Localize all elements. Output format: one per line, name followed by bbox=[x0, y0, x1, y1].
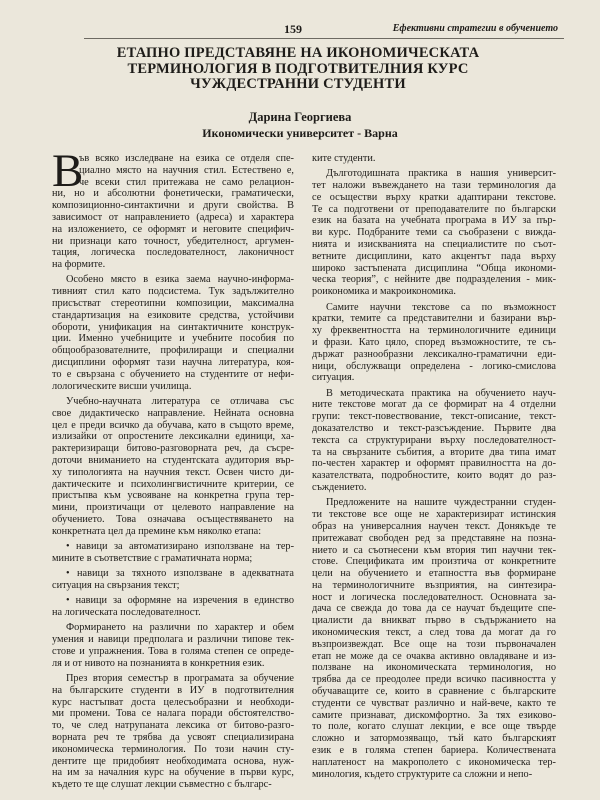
text-line: ници, обслужващи определена - логико-смислова bbox=[312, 360, 556, 372]
text-line: обороти, унификация на синтактичните конструк- bbox=[52, 321, 294, 333]
text-line: ните текстове могат да се формират на 4 отделни bbox=[312, 399, 556, 411]
text-line: където те ще слушат лекции съвместно с българс- bbox=[52, 779, 272, 791]
text-line: език е в голяма степен бариера. Количествената bbox=[312, 745, 556, 757]
text-line: • навици за автоматизирано използване на тер- bbox=[66, 541, 294, 552]
text-line: та на свързаните събития, а вторите два типа имат bbox=[312, 446, 556, 458]
text-line: обучаващите се, които в сравнение с българските bbox=[312, 686, 556, 698]
text-line: то, че след натрупаната лексика от битово-разго- bbox=[52, 720, 294, 732]
text-line: на българските студенти в ИУ в подготвителния bbox=[52, 684, 294, 696]
right-column bbox=[312, 153, 556, 784]
text-line: стандартизация на езиковите средства, устойчиви bbox=[52, 309, 294, 321]
text-line: език на базата на учебната програма в ИУ за пър- bbox=[312, 215, 556, 227]
article-title bbox=[48, 46, 548, 93]
text-line: присъстват стереотипни композиции, максимална bbox=[52, 298, 294, 310]
text-line: широко застъпената дисциплина “Обща икономи- bbox=[312, 262, 556, 274]
text-line: сложно и затормозяващо, тъй като българският bbox=[312, 733, 556, 745]
text-line: дактическите и психолингвистичните критерии, се bbox=[52, 478, 294, 490]
left-column bbox=[52, 145, 294, 794]
paragraph bbox=[312, 302, 556, 385]
text-line: ползване на икономическата терминология, но bbox=[312, 662, 556, 674]
text-line: умения и навици предполага и различни типове тек- bbox=[52, 634, 294, 646]
author-name: Дарина Георгиева bbox=[248, 110, 352, 124]
text-line: курс настъпват доста целесъобразни и необходи- bbox=[52, 696, 294, 708]
text-line: на логическата последователност. bbox=[52, 606, 201, 618]
text-line: ху типологията на научния текст. Освен чисто ди- bbox=[52, 466, 294, 478]
text-line: ветните дисциплини, като акцентът пада върху bbox=[312, 250, 556, 262]
text-line: Те са подготвени от преподавателите по български bbox=[312, 203, 556, 215]
text-line: текста са структурирани върху последователност- bbox=[312, 434, 556, 446]
page-number: 159 bbox=[284, 22, 302, 36]
text-line: казателствата, подробностите, които водят до раз- bbox=[312, 470, 556, 482]
text-line: тация, логическа последователност, лаконичност bbox=[52, 247, 294, 259]
text-line: образ на универсалния научен текст. Донякъде те bbox=[312, 520, 556, 532]
text-line: на терминологичните възприятия, на синтезира- bbox=[312, 579, 556, 591]
text-line: тет наложи въвеждането на тази терминология да bbox=[312, 180, 556, 192]
text-line: ческа теория”, с нейните две подразделения - мик- bbox=[312, 274, 556, 286]
text-line: стове и упражнения. Това в голяма степен се опреде- bbox=[52, 645, 294, 657]
text-line: доточи вниманието на студентската аудитория вър- bbox=[52, 454, 294, 466]
running-title: Ефективни стратегии в обучението bbox=[392, 23, 558, 34]
text-line: притежават свободен ред за представяне на позна- bbox=[312, 532, 556, 544]
text-line: съждението. bbox=[312, 482, 367, 494]
text-line: тивният стил като подсистема. Тук задължително bbox=[52, 286, 294, 298]
text-line: циалисти да вникват първо в съдържанието на bbox=[312, 615, 556, 627]
paragraph bbox=[312, 168, 556, 298]
text-line: държат разнообразни лексикално-граматични еди- bbox=[312, 348, 556, 360]
text-line: доказателство и текст-разсъждение. Първите два bbox=[312, 423, 556, 435]
text-line: • навици за тяхното използване в адекватната bbox=[66, 568, 294, 580]
drop-cap: В bbox=[52, 145, 84, 197]
text-line: свое дидактическо направление. Нейната основна bbox=[52, 407, 294, 419]
paragraph bbox=[52, 274, 294, 392]
text-line: трябва да се преодолее преди всичко пасивността у bbox=[312, 674, 556, 686]
text-line: минология, където структурите са сложни и непо- bbox=[312, 768, 533, 780]
text-line: икономическия текст, а след това да могат да го bbox=[312, 627, 556, 639]
text-line: конкретната цел да премине към няколко етапа: bbox=[52, 525, 262, 537]
paragraph bbox=[52, 541, 294, 565]
text-line: ции. Именно учебниците и учебните пособия по bbox=[52, 333, 294, 345]
text-line: ни, но и абсолютни фонетически, граматически, bbox=[52, 188, 294, 200]
text-line: ти текстове все още не характеризират истинския bbox=[312, 509, 556, 521]
text-line: ля и от нивото на познанията в конкретния език. bbox=[52, 657, 265, 669]
text-line: ност и логическа последователност. Основната за- bbox=[312, 591, 556, 603]
text-line: излизайки от опростените лексикални единици, ха- bbox=[52, 431, 294, 443]
author-affiliation: Икономически университет - Варна bbox=[202, 126, 398, 140]
text-line: В методическата практика на обучението науч- bbox=[326, 387, 556, 399]
text-line: общообразователните, профилиращи и специални bbox=[52, 345, 294, 357]
text-line: Предложените на нашите чуждестранни студен- bbox=[326, 497, 556, 509]
text-line: ни признаци като точност, убедителност, аргумен- bbox=[52, 235, 294, 247]
text-line: на формите. bbox=[52, 259, 106, 271]
text-line: дентите ще придобият необходимата основа, нуж- bbox=[52, 755, 294, 767]
title-line: ЕТАПНО ПРЕДСТАВЯНЕ НА ИКОНОМИЧЕСКАТА bbox=[116, 45, 480, 61]
text-line: и фрази. Като цяло, според възможностите, те съ- bbox=[312, 336, 556, 348]
text-line: циално място на научния стил. Естествено е, bbox=[79, 164, 294, 176]
running-head bbox=[84, 18, 564, 39]
text-line: ви курс. Подбраните теми са съобразени с вижда- bbox=[312, 227, 556, 239]
text-line: на изложението, се оформят и неговите специфич- bbox=[52, 223, 294, 235]
text-line: се осъществи върху кратки адаптирани текстове. bbox=[312, 191, 556, 203]
text-line: етап не може да се очаква активно овладяване и из- bbox=[312, 650, 556, 662]
text-line: ситуация. bbox=[312, 372, 355, 384]
paragraph bbox=[52, 153, 294, 271]
text-line: то поле, когато слушат лекции, е все още твърде bbox=[312, 721, 556, 733]
text-line: рактеризиращи битово-разговорната реч, да съсре- bbox=[52, 443, 294, 455]
paragraph bbox=[52, 396, 294, 538]
text-line: групи: текст-повествование, текст-описание, текст- bbox=[312, 411, 556, 423]
paragraph bbox=[312, 388, 556, 494]
paragraph bbox=[52, 595, 294, 619]
text-line: Дълготодишната практика в нашия университ- bbox=[326, 168, 556, 180]
paragraph bbox=[52, 673, 294, 791]
text-line: роикономика и макроикономика. bbox=[312, 286, 456, 298]
text-line: • навици за оформяне на изречения в единство bbox=[66, 595, 294, 607]
text-line: мините в съответствие с граматичната норма; bbox=[52, 552, 253, 564]
text-line: стове. Спецификата им произтича от конкретните bbox=[312, 556, 556, 568]
text-line: пристъпва към усвояване на конкретна група тер- bbox=[52, 490, 294, 502]
title-line: ТЕРМИНОЛОГИЯ В ПОДГОТВИТЕЛНИЯ КУРС bbox=[127, 60, 469, 77]
text-line: ми промени. Това се налага поради обстоятелство- bbox=[52, 708, 294, 720]
text-line: студенти се чувстват различно и най-вече, както те bbox=[312, 697, 556, 709]
text-line: лологическите висши училища. bbox=[52, 380, 192, 392]
text-line: цели на обучението и етапността във формиране bbox=[312, 568, 556, 580]
paragraph bbox=[52, 622, 294, 669]
text-line: Особено място в езика заема научно-информа- bbox=[66, 274, 294, 286]
text-line: ху фреквентността на терминологичните единици bbox=[312, 325, 556, 337]
text-line: дача се свежда до това да се научат бъдещите спе- bbox=[312, 603, 556, 615]
text-line: наплатеност на макрополето с икономическа тер- bbox=[312, 756, 556, 768]
text-line: ъв всяко изследване на езика се отделя спе- bbox=[79, 153, 294, 164]
text-line: икономическа терминология. По този начин сту- bbox=[52, 743, 294, 755]
text-line: че всеки стил притежава не само релацион- bbox=[79, 176, 294, 188]
text-line: възпроизвеждат. Все още на този първоначален bbox=[312, 638, 556, 650]
text-line: кратки, темите са представителни и базирани вър- bbox=[312, 313, 556, 325]
text-line: Формирането на различни по характер и обем bbox=[66, 622, 294, 634]
text-line: цел е преди всичко да обучава, като в същото време, bbox=[52, 419, 294, 431]
text-line: нието и са съотнесени към втория тип научни тек- bbox=[312, 544, 556, 556]
paragraph bbox=[312, 497, 556, 780]
text-line: зависимост от направлението (адреса) и характера bbox=[52, 211, 294, 223]
text-line: по-честен характер и оформят правилността на до- bbox=[312, 458, 556, 470]
text-line: нията и изискванията на специалистите по съот- bbox=[312, 239, 556, 251]
text-line: на им за началния курс на обучение в първи курс, bbox=[52, 767, 294, 779]
title-line: ЧУЖДЕСТРАННИ СТУДЕНТИ bbox=[190, 76, 406, 92]
text-line: Учебно-научната литература се отличава със bbox=[66, 395, 294, 407]
author-block bbox=[0, 110, 600, 141]
text-line: ките студенти. bbox=[312, 153, 376, 164]
text-line: ворната реч те трябва да усвоят специализирана bbox=[52, 731, 294, 743]
text-line: самите признават, дискомфортно. За тях езиково- bbox=[312, 709, 556, 721]
text-line: то е свързана с обучението на студентите от нефи- bbox=[52, 368, 294, 380]
text-line: обучението. Това означава осъществяването на bbox=[52, 513, 294, 525]
text-line: Самите научни текстове са по възможност bbox=[326, 301, 556, 313]
paragraph bbox=[312, 153, 556, 165]
text-line: дисциплини оформят тази научна литература, коя- bbox=[52, 357, 294, 369]
paragraph bbox=[52, 568, 294, 592]
text-line: ситуация на свързания текст; bbox=[52, 579, 180, 591]
text-line: мини, произтичащи от целевото направление на bbox=[52, 502, 294, 514]
text-line: През втория семестър в програмата за обучение bbox=[66, 672, 294, 684]
text-line: композиционно-синтактични и други свойства. В bbox=[52, 200, 294, 212]
